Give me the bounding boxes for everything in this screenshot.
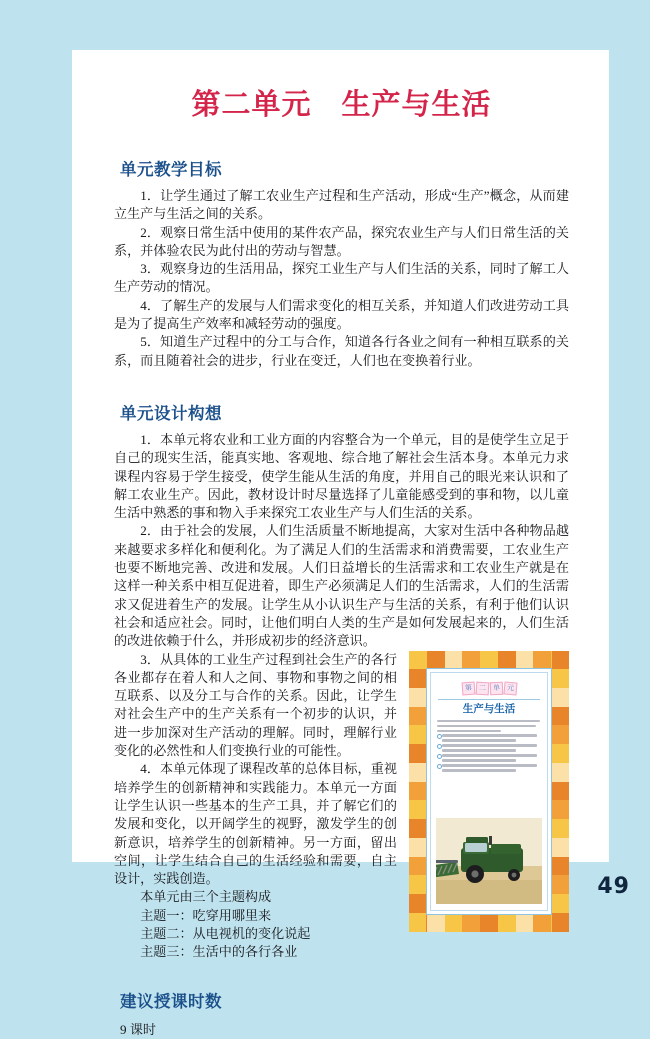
hours-value: 9 课时: [120, 1021, 157, 1037]
objectives-body: [114, 187, 569, 370]
figure-border-top: [409, 651, 569, 668]
stamp-char: 第: [461, 681, 475, 695]
stamp-char: 单: [489, 681, 502, 694]
objective-item: 3．观察身边的生活用品，探究工业生产与人们生活的关系，同时了解工人生产劳动的情况。: [114, 261, 569, 295]
figure-decorative-frame: [409, 651, 569, 932]
design-body: [114, 431, 569, 888]
section-heading-objectives: 单元教学目标: [120, 160, 222, 179]
objective-item: 5．知道生产过程中的分工与合作，知道各行各业之间有一种相互联系的关系，而且随着社会的进步，行业在变迁，人们也在变换着行业。: [114, 334, 569, 368]
objective-item: 1．让学生通过了解工农业生产过程和生产活动，形成“生产”概念，从而建立生产与生活之间的关系。: [114, 188, 569, 222]
mini-unit-stamp: [436, 682, 542, 695]
objective-item: 4．了解生产的发展与人们需求变化的相互关系，并知道人们改进劳动工具是为了提高生产效率和减轻劳动的强度。: [114, 297, 569, 332]
page-number: 49: [597, 874, 630, 899]
figure-border-right: [552, 651, 569, 932]
stamp-char: 二: [475, 681, 489, 695]
page-title: 第二单元 生产与生活: [191, 89, 492, 121]
figure-inner-page: [426, 668, 552, 915]
mini-body-text-lines: [436, 720, 542, 772]
design-item: 3．从具体的工业生产过程到社会生产的各行各业都存在着人和人之间、事物和事物之间的相互联系、以及分工与合作的关系。因此，让学生对社会生产中的生产关系有一个初步的认识，并进一步加深对生产活动的理解。同时，理解行业变化的必然性和人们变换行业的可能性。: [114, 651, 397, 759]
spacer: [114, 962, 569, 988]
stamp-char: 元: [503, 681, 517, 695]
theme-item: 主题三：生活中的各行各业: [140, 944, 298, 960]
figure-unit-opener: [409, 651, 569, 932]
combine-harvester-photo: [436, 818, 542, 904]
theme-intro: 本单元由三个主题构成: [140, 889, 272, 905]
theme-item: 主题一：吃穿用哪里来: [140, 907, 272, 923]
mini-textbook-page: [430, 672, 548, 911]
paper-inner-column: [114, 50, 569, 1037]
paper-content-area: [72, 50, 609, 1037]
figure-border-left: [409, 651, 426, 932]
theme-item: 主题二：从电视机的变化说起: [140, 925, 311, 941]
design-item: 4．本单元体现了课程改革的总体目标，重视培养学生的创新精神和实践能力。本单元一方面让学生认识一些基本的生产工具，并了解它们的发展和变化，以开阔学生的视野，激发学生的创新意识，培养学生的创新精神。另一方面，留出空间，让学生结合自己的生活经验和需要，自主设计，实践创造。: [114, 761, 397, 887]
combine-harvester-icon: [436, 818, 542, 904]
mini-page-title: 生产与生活: [462, 702, 516, 715]
mini-divider: [438, 699, 540, 700]
section-heading-hours: 建议授课时数: [120, 991, 222, 1011]
design-item: 1．本单元将农业和工业方面的内容整合为一个单元，目的是使学生立足于自己的现实生活，能真实地、客观地、综合地了解社会生活本身。本单元力求课程内容易于学生接受，使学生能从生活的角度，并用自己的眼光来认识和了解工农业生产。因此，教材设计时尽量选择了儿童能感受到的事和物，以儿童生活中熟悉的事和物入手来探究工农业生产与人们生活的关系。: [114, 431, 569, 521]
section-heading-design: 单元设计构想: [120, 403, 222, 423]
objective-item: 2．观察日常生活中使用的某件农产品，探究农业生产与人们日常生活的关系，并体验农民为此付出的劳动与智慧。: [114, 224, 569, 258]
design-item: 2．由于社会的发展，人们生活质量不断地提高，大家对生活中各种物品越来越要求多样化和便利化。为了满足人们的生活需求和消费需要，工农业生产也要不断地完善、改进和发展。人们日益增长的生活需求和工农业生产就是在这样一种关系中相互促进着，即生产必须满足人们的生活需求，人们的生活需求又促进着生产的发展。让学生从小认识生产与生活的关系，有利于他们认识社会和适应社会。同时，让他们明白人类的生产是如何发展起来的，人们生活的改进依赖于什么，并形成初步的经济意识。: [114, 523, 569, 649]
figure-border-bottom: [409, 915, 569, 932]
